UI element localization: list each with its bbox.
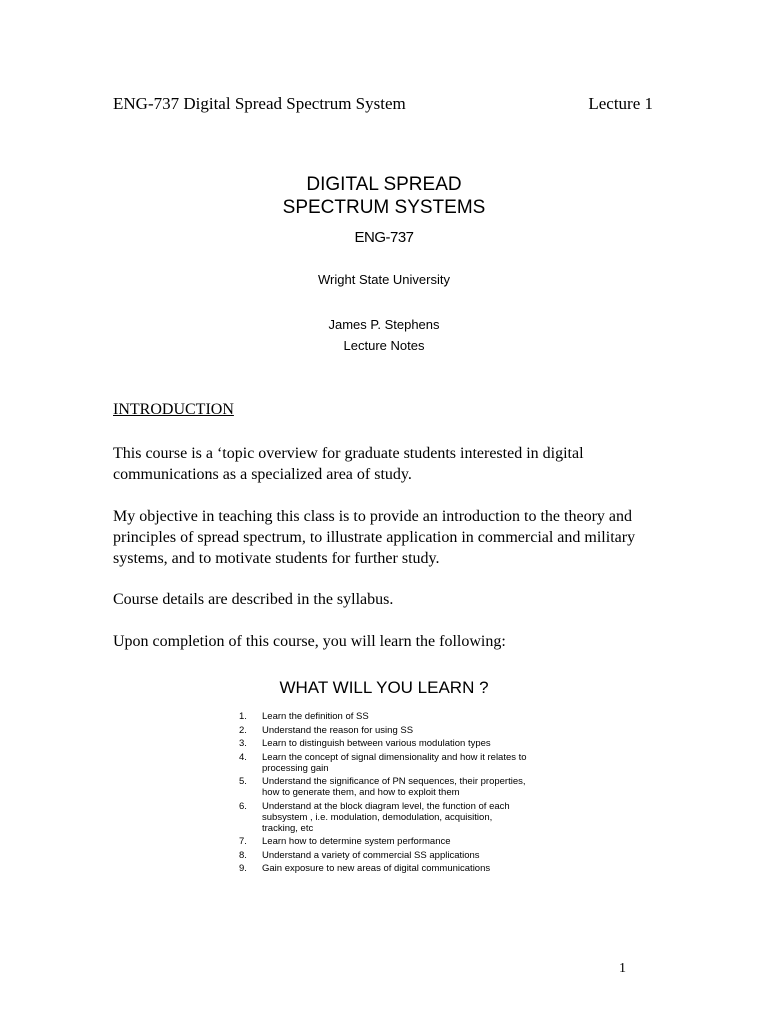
list-item-text: Understand the reason for using SS — [262, 724, 414, 736]
intro-paragraph-4: Upon completion of this course, you will learn the following: — [113, 633, 506, 650]
list-item-number: 2. — [239, 724, 247, 736]
title-line-2: SPECTRUM SYSTEMS — [282, 197, 486, 218]
intro-paragraph-3: Course details are described in the syllabus. — [113, 591, 394, 608]
introduction-heading: INTRODUCTION — [113, 401, 234, 418]
header-lecture-number: Lecture 1 — [588, 94, 653, 113]
list-item-text: Gain exposure to new areas of digital communications — [262, 863, 491, 874]
list-item — [239, 801, 529, 834]
list-item — [239, 752, 529, 774]
lecture-notes-label: Lecture Notes — [343, 338, 425, 353]
list-item — [239, 711, 529, 722]
list-item-text: Learn the definition of SS — [262, 711, 369, 722]
learn-list — [239, 711, 529, 877]
list-item-text: Learn the concept of signal dimensionality and how it relates to processing gain — [262, 751, 527, 774]
course-code: ENG-737 — [354, 229, 414, 246]
title-line-1: DIGITAL SPREAD — [306, 174, 462, 195]
list-item-text: Understand the significance of PN sequences, their properties, how to generate them, and how to exploit them — [262, 776, 526, 798]
list-item — [239, 836, 529, 847]
learn-heading: WHAT WILL YOU LEARN ? — [279, 678, 489, 697]
university-name: Wright State University — [318, 272, 450, 287]
page-number: 1 — [619, 961, 626, 976]
list-item-number: 6. — [239, 800, 247, 812]
list-item-number: 7. — [239, 836, 247, 847]
intro-paragraph-1: This course is a ‘topic overview for graduate students interested in digital communications as a specialized area of study. — [113, 445, 584, 483]
list-item-number: 8. — [239, 849, 247, 861]
list-item-text: Understand a variety of commercial SS applications — [262, 849, 480, 861]
list-item-text: Learn how to determine system performance — [262, 836, 451, 847]
list-item-number: 9. — [239, 863, 247, 874]
intro-paragraph-2: My objective in teaching this class is to provide an introduction to the theory and principles of spread spectrum, to illustrate application in commercial and military systems, and to motivate students for further study. — [113, 508, 636, 567]
list-item-number: 3. — [239, 738, 247, 749]
author-name: James P. Stephens — [328, 317, 440, 332]
list-item — [239, 850, 529, 861]
list-item — [239, 738, 529, 749]
list-item — [239, 863, 529, 874]
list-item-number: 1. — [239, 711, 247, 722]
document-title — [0, 173, 768, 219]
author-block — [0, 314, 768, 356]
list-item-text: Understand at the block diagram level, the function of each subsystem , i.e. modulation, demodulation, acquisition, tracking, etc — [262, 800, 510, 834]
list-item-number: 5. — [239, 776, 247, 787]
list-item-number: 4. — [239, 751, 247, 763]
list-item — [239, 776, 529, 798]
list-item-text: Learn to distinguish between various modulation types — [262, 738, 491, 749]
list-item — [239, 725, 529, 736]
header-course-title: ENG-737 Digital Spread Spectrum System — [113, 94, 406, 113]
